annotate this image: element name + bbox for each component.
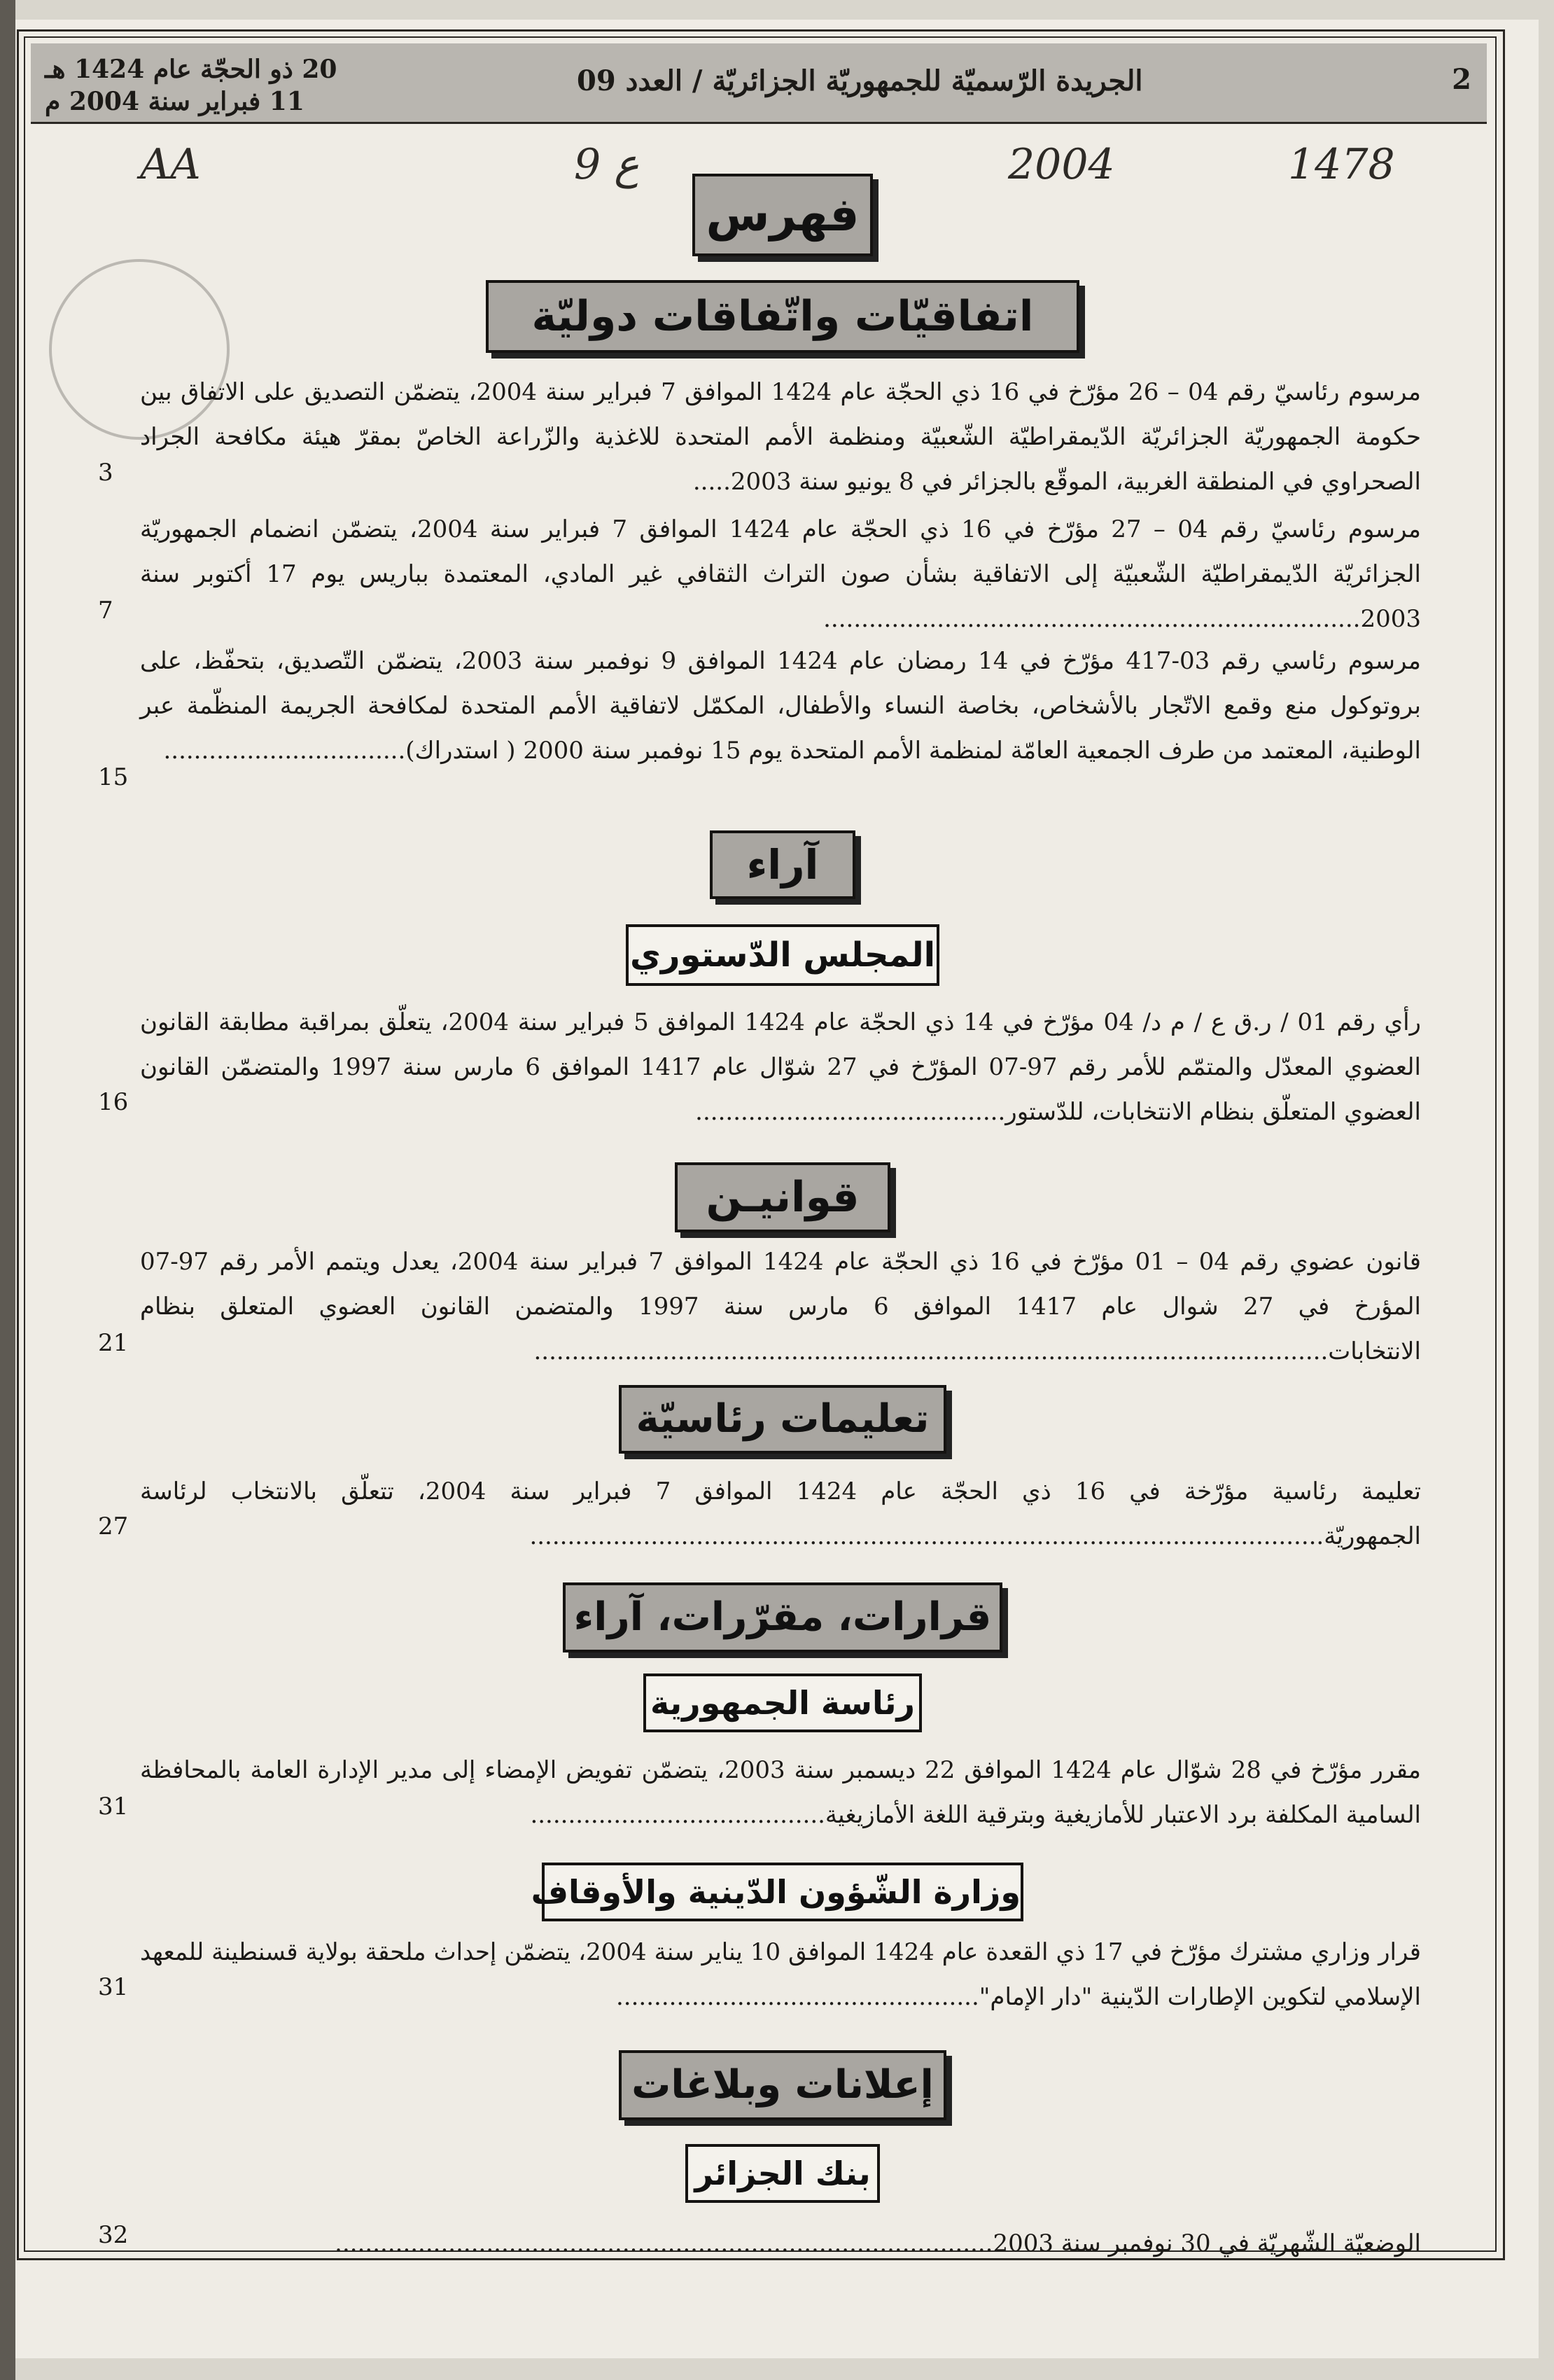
header-date-hijri: 20 ذو الحجّة عام 1424 هـ xyxy=(45,55,337,84)
entry-5: قانون عضوي رقم 04 – 01 مؤرّخ في 16 ذي الحجّة عام 1424 الموافق 7 فبراير سنة 2004، يعدل ويتمم الأمر رقم 97-07 المؤرخ في 27 شوال عام 1417 الموافق 6 مارس سنة 1997 والمتضمن القانون العضوي المتعلق بنظام الانتخابات......................................................................................................... xyxy=(140,1248,1422,1365)
handwritten-number: 1478 xyxy=(1288,140,1395,189)
page-header xyxy=(31,43,1487,124)
book-spine-edge xyxy=(0,0,15,2380)
section-presidential-instructions: تعليمات رئاسيّة xyxy=(619,1385,946,1454)
entry-9: الوضعيّة الشّهريّة في 30 نوفمبر سنة 2003....................................................................................... xyxy=(335,2229,1421,2257)
section-religious-affairs: وزارة الشّؤون الدّينية والأوقاف xyxy=(542,1863,1023,1921)
entry-1: مرسوم رئاسيّ رقم 04 – 26 مؤرّخ في 16 ذي الحجّة عام 1424 الموافق 7 فبراير سنة 2004، يتضمّن التصديق على الاتفاق بين حكومة الجمهوريّة الجزائريّة الدّيمقراطيّة الشّعبيّة ومنظمة الأمم المتحدة للاغذية والزّراعة الخاصّ بمقرّ هيئة مكافحة الجراد الصحراوي في المنطقة الغربية، الموقّع بالجزائر في 8 يونيو سنة 2003..... xyxy=(140,378,1421,496)
entry-2: مرسوم رئاسيّ رقم 04 – 27 مؤرّخ في 16 ذي الحجّة عام 1424 الموافق 7 فبراير سنة 2004، يتضمّن انضمام الجمهوريّة الجزائريّة الدّيمقراطيّة الشّعبيّة إلى الاتفاقية بشأن صون التراث الثقافي غير المادي، المعتمدة بباريس يوم 17 أكتوبر سنة 2003....................................................................... xyxy=(140,515,1421,633)
section-decisions: قرارات، مقرّرات، آراء xyxy=(563,1582,1002,1652)
header-dates xyxy=(45,53,337,118)
header-date-gregorian: 11 فبراير سنة 2004 م xyxy=(45,87,304,116)
entry-8-page: 31 xyxy=(98,1973,129,2001)
header-page-number: 2 xyxy=(1452,63,1471,96)
entry-7-page: 31 xyxy=(98,1793,129,1821)
entry-1-page: 3 xyxy=(98,459,113,487)
section-laws: قوانيـن xyxy=(675,1162,890,1232)
entry-4: رأي رقم 01 / ر.ق ع / م د/ 04 مؤرّخ في 14 ذي الحجّة عام 1424 الموافق 5 فبراير سنة 2004، يتعلّق بمراقبة مطابقة القانون العضوي المعدّل والمتمّم للأمر رقم 97-07 المؤرّخ في 27 شوّال عام 1417 الموافق 6 مارس سنة 1997 والمتضمّن القانون العضوي المتعلّق بنظام الانتخابات، للدّستور......................................... xyxy=(140,1008,1421,1126)
section-presidency: رئاسة الجمهورية xyxy=(643,1673,922,1732)
section-conventions: اتفاقيّات واتّفاقات دوليّة xyxy=(486,280,1079,353)
entry-4-page: 16 xyxy=(98,1088,129,1116)
entry-2-page: 7 xyxy=(98,597,113,625)
entry-8: قرار وزاري مشترك مؤرّخ في 17 ذي القعدة عام 1424 الموافق 10 يناير سنة 2004، يتضمّن إحداث ملحقة بولاية قسنطينة للمعهد الإسلامي لتكوين الإطارات الدّينية "دار الإمام"................................................ xyxy=(140,1938,1421,2011)
section-index-title: فهرس xyxy=(692,174,873,256)
section-constitutional-council: المجلس الدّستوري xyxy=(626,924,939,986)
entry-9-page: 32 xyxy=(98,2221,129,2249)
section-opinions: آراء xyxy=(710,830,855,899)
entry-6: تعليمة رئاسية مؤرّخة في 16 ذي الحجّة عام 1424 الموافق 7 فبراير سنة 2004، تتعلّق بالانتخاب لرئاسة الجمهوريّة......................................................................................................... xyxy=(140,1477,1422,1550)
header-title: الجريدة الرّسميّة للجمهوريّة الجزائريّة / العدد 09 xyxy=(577,64,1143,97)
entry-3: مرسوم رئاسي رقم 03-417 مؤرّخ في 14 رمضان عام 1424 الموافق 9 نوفمبر سنة 2003، يتضمّن التّصديق، بتحفّظ، على بروتوكول منع وقمع الاتّجار بالأشخاص، بخاصة النساء والأطفال، المكمّل لاتفاقية الأمم المتحدة لمكافحة الجريمة المنظّمة عبر الوطنية، المعتمد من طرف الجمعية العامّة لمنظمة الأمم المتحدة يوم 15 نوفمبر سنة 2000 ( استدراك)................................ xyxy=(140,647,1421,765)
handwritten-note-middle: 9 ع xyxy=(574,140,640,189)
entry-6-page: 27 xyxy=(98,1512,129,1540)
entry-3-page: 15 xyxy=(98,763,129,791)
section-announcements: إعلانات وبلاغات xyxy=(619,2050,946,2120)
entry-7: مقرر مؤرّخ في 28 شوّال عام 1424 الموافق 22 ديسمبر سنة 2003، يتضمّن تفويض الإمضاء إلى مدير الإدارة العامة بالمحافظة السامية المكلفة برد الاعتبار للأمازيغية وبترقية اللغة الأمازيغية....................................... xyxy=(140,1756,1422,1829)
handwritten-year: 2004 xyxy=(1008,140,1115,189)
entry-5-page: 21 xyxy=(98,1329,129,1357)
handwritten-note-left: AA xyxy=(140,140,201,189)
section-bank: بنك الجزائر xyxy=(685,2144,880,2203)
